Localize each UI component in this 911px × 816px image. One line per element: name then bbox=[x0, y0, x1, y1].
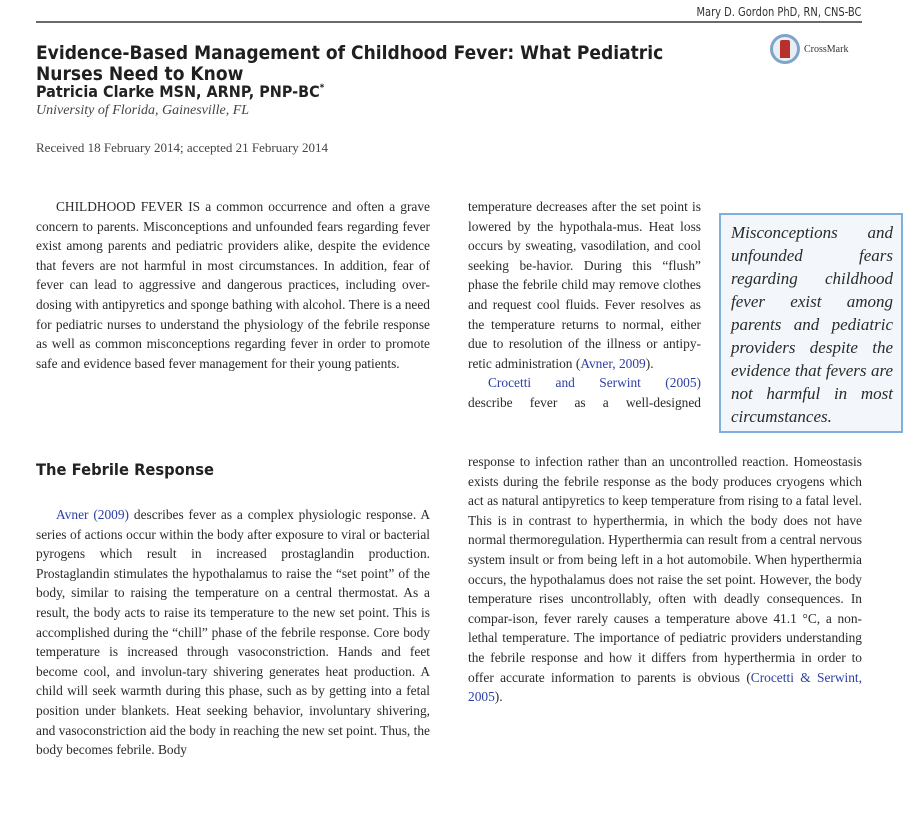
citation-link[interactable]: Crocetti & Serwint, 2005 bbox=[468, 669, 862, 705]
pull-quote-box: Misconceptions and unfounded fears regarding childhood fever exist among parents and pediatric providers despite the evidence that fevers are not harmful in most circumstances. bbox=[719, 213, 903, 433]
section-heading: The Febrile Response bbox=[36, 460, 215, 479]
running-head: Mary D. Gordon PhD, RN, CNS-BC bbox=[696, 4, 861, 19]
header-rule bbox=[36, 21, 862, 23]
citation-link[interactable]: Crocetti and Serwint (2005) bbox=[488, 375, 701, 391]
febrile-response-right-column-bottom bbox=[468, 452, 862, 707]
citation-link[interactable]: Avner (2009) bbox=[56, 507, 130, 522]
paragraph-text: ). bbox=[645, 355, 654, 371]
author-affiliation: University of Florida, Gainesville, FL bbox=[36, 103, 250, 118]
paragraph-text: response to infection rather than an uncontrolled reaction. Homeostasis exists during the febrile response as the body produces cryogens which act as natural antipyretics to keep temperature from rising to a fatal level. This is in contrast to hyperthermia, in which the body does not have normal thermoregulation. Hyperthermia can result from a central nervous system insult or from being left in a hot automobile. When hyperthermia occurs, the hypothalamus does not raise the set point. However, the body temperature rises uncontrollably, often with deadly consequences. In compar-ison, fever rarely causes a temperature above 41.1 °C, a non-lethal temperature. The importance of pediatric providers understanding the febrile response and how it differs from hyperthermia in order to offer accurate information to parents is obvious ( bbox=[468, 454, 862, 685]
author-line bbox=[36, 82, 324, 101]
corresponding-author-mark[interactable]: * bbox=[319, 82, 325, 94]
article-title: Evidence-Based Management of Childhood Fever: What Pediatric Nurses Need to Know bbox=[36, 41, 664, 85]
paragraph-text: ). bbox=[494, 689, 503, 705]
crossmark-icon bbox=[770, 34, 800, 64]
intro-text: a common occurrence and often a grave concern to parents. Misconceptions and unfounded fears regarding fever exist among parents and pediatric providers alike, despite the evidence that fevers are not harmful in most circumstances. In addition, fear of fever can lead to aggressive and dangerous practices, including over-dosing with antipyretics and sponge bathing with alcohol. There is a need for pediatric nurses to understand the physiology of the febrile response as well as common misconceptions regarding fever in order to promote safe and evidence based fever management for their young patients. bbox=[36, 199, 430, 371]
febrile-response-left-column bbox=[36, 505, 430, 760]
author-name: Patricia Clarke MSN, ARNP, PNP-BC bbox=[36, 82, 320, 101]
article-dates: Received 18 February 2014; accepted 21 February 2014 bbox=[36, 140, 329, 155]
paragraph-text: temperature decreases after the set point is lowered by the hypothala-mus. Heat loss occurs by sweating, vasodilation, and cool seeking be-havior. During this “flush” phase the febrile child may remove clothes and request cool fluids. Fever resolves as the temperature returns to normal, either due to resolution of the illness or antipy-retic administration ( bbox=[468, 199, 701, 371]
paragraph-text: describes fever as a complex physiologic response. A series of actions occur within the body after exposure to viral or bacterial pyrogens which result in increased prostaglandin production. Prostaglandin stimulates the hypothalamus to raise the “set point” of the body, similar to raising the temperature on a central thermostat. As a result, the body acts to raise its temperature to the new set point. This is accomplished during the “chill” phase of the febrile response. Core body temperature is increased through vasoconstriction. Hands and feet become cool, and involun-tary shivering generates heat production. A child will seek warmth during this phase, such as by getting into a fetal position under blankets. Heat seeking behavior, involuntary shivering, and vasoconstriction aid the body in reaching the new set point. Thus, the body becomes febrile. Body bbox=[36, 507, 430, 758]
febrile-response-right-column-top bbox=[468, 197, 701, 413]
intro-lead: CHILDHOOD FEVER IS bbox=[56, 199, 201, 214]
paragraph-text: describe fever as a well-designed bbox=[468, 394, 701, 410]
citation-link[interactable]: Avner, 2009 bbox=[580, 355, 646, 371]
crossmark-badge[interactable] bbox=[770, 34, 848, 64]
intro-paragraph bbox=[36, 197, 430, 373]
crossmark-label: CrossMark bbox=[804, 43, 849, 55]
